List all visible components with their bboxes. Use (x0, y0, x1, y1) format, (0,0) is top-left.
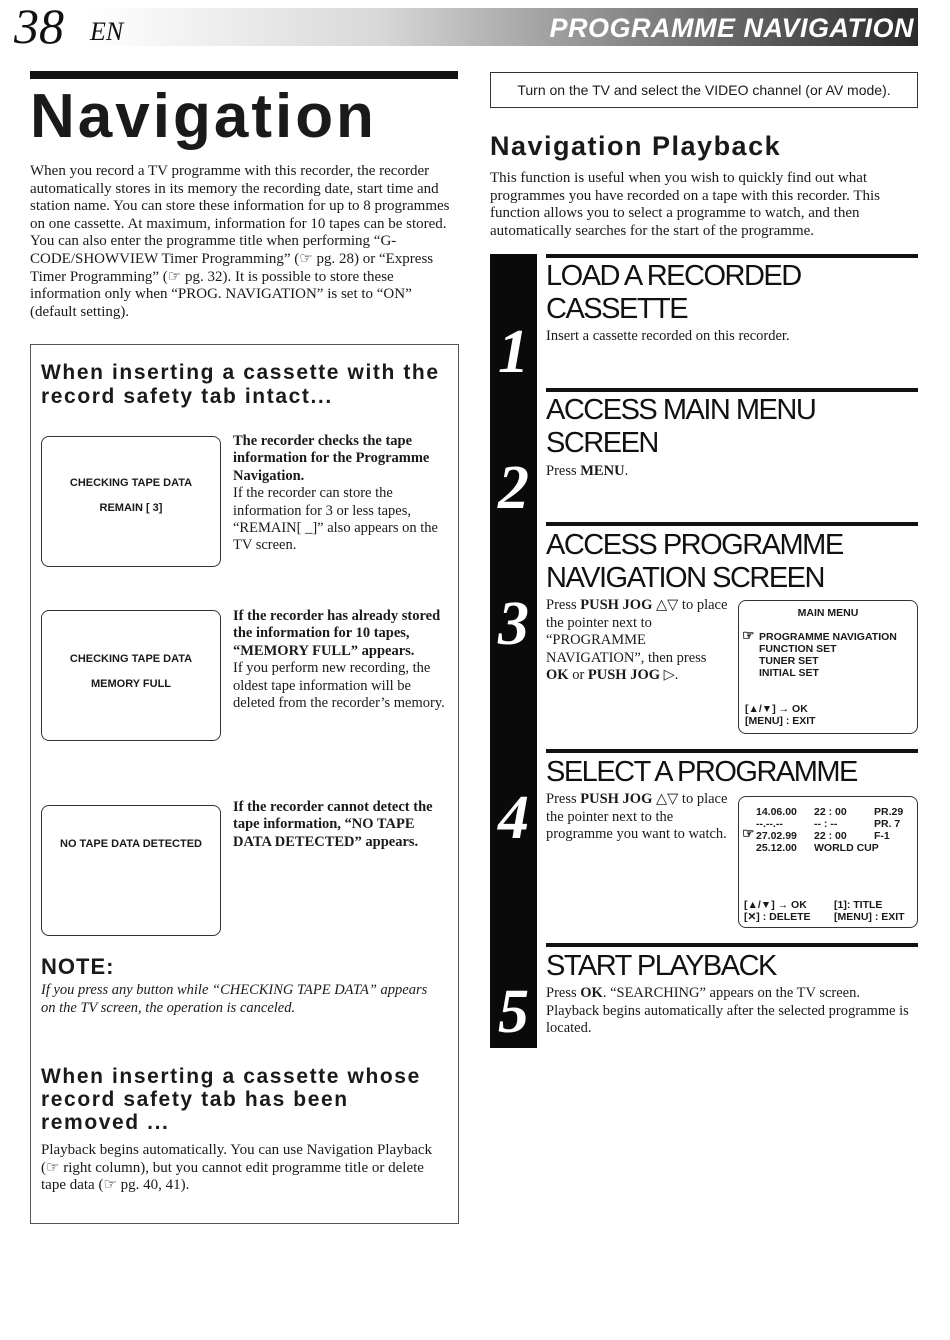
menu-item: PROGRAMME NAVIGATION (759, 631, 897, 643)
language-code: EN (90, 17, 124, 46)
text-segment: △▽ to place the pointer next to “PROGRAMME NAVIGATION”, then press (546, 597, 728, 666)
step-text (546, 597, 730, 685)
tv-line: CHECKING TAPE DATA (69, 653, 193, 665)
page-title: Navigation (30, 82, 377, 151)
row-time: -- : -- (814, 818, 838, 830)
programme-list-osd (738, 796, 918, 928)
heading-tab-removed: When inserting a cassette whose record safety tab has been removed ... (41, 1065, 421, 1134)
text-segment: △▽ to place the pointer next to the programme you want to watch. (546, 791, 728, 843)
step-text (546, 791, 730, 844)
text-bold: PUSH JOG (580, 791, 653, 807)
row-date: 14.06.00 (756, 806, 797, 818)
row-time: 22 : 00 (814, 830, 847, 842)
text-bold: PUSH JOG (580, 597, 653, 613)
intro-paragraph: When you record a TV programme with this recorder, the recorder automatically stores in its memory the recording date, start time and station name. You can store these information for up to 8 programmes on one cassette. At maximum, information for 10 tapes can be stored. You can also enter the programme title when performing “G-CODE/SHOWVIEW Timer Programming” (☞ pg. 28) or “Express Timer Programming” (☞ pg. 32). It is possible to store these information only when “PROG. NAVIGATION” is set to “ON” (default setting). (30, 163, 450, 320)
tv-line: CHECKING TAPE DATA (69, 477, 193, 489)
screen-description (233, 799, 445, 851)
text-segment: Press (546, 791, 581, 807)
step-heading: LOAD A RECORDED CASSETTE (546, 260, 801, 325)
row-date: 27.02.99 (756, 830, 797, 842)
title-rule (30, 71, 458, 79)
tv-screen-no-data (41, 805, 221, 936)
text-bold: OK (546, 667, 569, 684)
text-segment: Press (546, 985, 581, 1001)
navigation-playback-intro: This function is useful when you wish to quickly find out what programmes you have recorded on a tape with this recorder. This function allows you to select a programme to watch, and then automatically searches for the start of the programme. (490, 170, 881, 239)
step-rule (546, 522, 918, 526)
description-bold: If the recorder has already stored the information for 10 tapes, “MEMORY FULL” appears. (233, 608, 441, 659)
heading-tab-intact: When inserting a cassette with the record safety tab intact... (41, 361, 440, 408)
menu-item: FUNCTION SET (759, 643, 837, 655)
menu-item: INITIAL SET (759, 667, 819, 679)
tv-line: REMAIN [ 3] (99, 502, 163, 514)
step-heading: START PLAYBACK (546, 950, 776, 982)
osd-footer: [✕] : DELETE (744, 911, 811, 923)
step-rule (546, 388, 918, 392)
note-text: If you press any button while “CHECKING TAPE DATA” appears on the TV screen, the operation is canceled. (41, 982, 428, 1016)
row-date: 25.12.00 (756, 842, 797, 854)
text-segment: . (624, 463, 629, 479)
tv-line: NO TAPE DATA DETECTED (60, 838, 202, 850)
page-number: 38 (14, 0, 64, 54)
step-number: 2 (498, 454, 529, 522)
row-time: 22 : 00 (814, 806, 847, 818)
note-heading: NOTE: (41, 954, 115, 979)
step-text (546, 463, 918, 481)
step-number: 1 (498, 318, 529, 386)
description-text: If the recorder can store the information for 3 or less tapes, “REMAIN[ _]” also appears on the TV screen. (233, 485, 438, 554)
text-segment: ▷. (660, 667, 679, 684)
row-title: WORLD CUP (814, 842, 879, 854)
screen-description (233, 433, 445, 555)
text-segment: . “SEARCHING” appears on the TV screen. Playback begins automatically after the selected programme is located. (546, 985, 909, 1037)
step-rule (546, 254, 918, 258)
step-rule (546, 943, 918, 947)
osd-footer: [1]: TITLE (834, 899, 883, 911)
text-segment: Press (546, 463, 581, 479)
step-heading: ACCESS MAIN MENU SCREEN (546, 394, 816, 459)
tab-removed-text: Playback begins automatically. You can use Navigation Playback (☞ right column), but you cannot edit programme title or delete tape data (☞ pg. 40, 41). (41, 1142, 433, 1194)
step-heading: SELECT A PROGRAMME (546, 756, 857, 788)
step-number: 5 (498, 978, 529, 1046)
text-segment: Press (546, 597, 581, 613)
step-rule (546, 749, 918, 753)
step-number: 4 (498, 784, 529, 852)
osd-footer: [▲/▼] → OK (744, 899, 807, 911)
step-number-bar (490, 254, 537, 1048)
tv-instruction-box: Turn on the TV and select the VIDEO channel (or AV mode). (490, 72, 918, 108)
screen-description (233, 608, 445, 712)
row-channel: F-1 (874, 830, 890, 842)
navigation-playback-title: Navigation Playback (490, 131, 782, 161)
description-bold: The recorder checks the tape information for the Programme Navigation. (233, 433, 430, 484)
step-heading: ACCESS PROGRAMME NAVIGATION SCREEN (546, 529, 843, 594)
cassette-info-box (30, 344, 459, 1224)
text-segment: or (568, 667, 588, 684)
tv-screen-memory-full (41, 610, 221, 741)
tv-line: MEMORY FULL (90, 678, 172, 690)
description-bold: If the recorder cannot detect the tape information, “NO TAPE DATA DETECTED” appears. (233, 799, 433, 850)
pointer-hand-icon: ☞ (742, 825, 755, 841)
text-bold: PUSH JOG (587, 667, 661, 684)
pointer-hand-icon: ☞ (742, 627, 755, 643)
step-text: Insert a cassette recorded on this recorder. (546, 328, 790, 344)
description-text: If you perform new recording, the oldest tape information will be deleted from the recorder’s memory. (233, 660, 445, 712)
tv-screen-remain (41, 436, 221, 567)
osd-footer: [▲/▼] → OK (745, 703, 808, 715)
step-number: 3 (498, 590, 529, 658)
menu-item: TUNER SET (759, 655, 819, 667)
row-channel: PR.29 (874, 806, 904, 818)
row-channel: PR. 7 (874, 818, 901, 830)
osd-title: MAIN MENU (797, 607, 859, 619)
section-title: PROGRAMME NAVIGATION (549, 13, 914, 43)
osd-footer: [MENU] : EXIT (745, 715, 816, 727)
row-date: --.--.-- (756, 818, 783, 830)
text-bold: MENU (580, 463, 625, 479)
main-menu-osd (738, 600, 918, 734)
osd-footer: [MENU] : EXIT (834, 911, 905, 923)
step-text (546, 985, 916, 1038)
text-bold: OK (580, 985, 603, 1001)
